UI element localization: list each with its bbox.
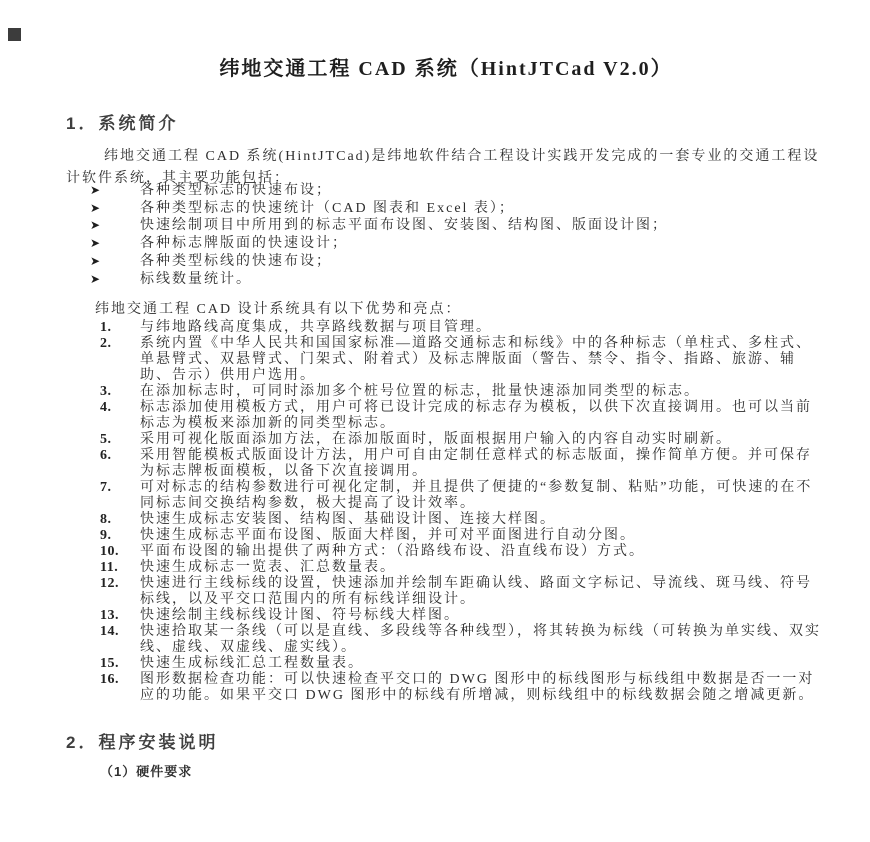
advantage-item-text: 采用可视化版面添加方法，在添加版面时，版面根据用户输入的内容自动实时刷新。 <box>140 432 732 448</box>
advantage-item-text: 快速进行主线标线的设置，快速添加并绘制车距确认线、路面文字标记、导流线、斑马线、符号标线，以及平交口范围内的所有标线详细设计。 <box>140 576 812 608</box>
advantage-item-number: 9. <box>100 528 112 544</box>
advantages-list <box>66 320 826 704</box>
advantage-item <box>66 624 826 656</box>
advantage-item <box>66 656 826 672</box>
advantage-item-number: 12. <box>100 576 119 592</box>
section1-heading: 1．系统简介 <box>66 114 179 133</box>
advantage-item-number: 13. <box>100 608 119 624</box>
advantage-item <box>66 480 826 512</box>
feature-bullet-item <box>90 182 826 200</box>
advantage-item-number: 8. <box>100 512 112 528</box>
feature-bullet-text: 各种类型标线的快速布设； <box>140 253 332 269</box>
advantage-item-text: 快速拾取某一条线（可以是直线、多段线等各种线型），将其转换为标线（可转换为单实线、双实线、虚线、双虚线、虚实线）。 <box>140 624 821 656</box>
arrow-bullet-icon: ➤ <box>90 218 101 233</box>
advantage-item <box>66 576 826 608</box>
advantage-item-text: 快速生成标线汇总工程数量表。 <box>140 656 364 672</box>
advantage-item <box>66 512 826 528</box>
feature-bullet-text: 各种类型标志的快速统计（CAD 图表和 Excel 表）； <box>140 200 515 216</box>
arrow-bullet-icon: ➤ <box>90 183 101 197</box>
advantage-item <box>66 544 826 560</box>
feature-bullet-text: 各种类型标志的快速布设； <box>140 183 332 198</box>
section1-intro-paragraph: 纬地交通工程 CAD 系统(HintJTCad)是纬地软件结合工程设计实践开发完成的一套专业的交通工程设计软件系统，其主要功能包括： <box>66 149 820 186</box>
feature-bullet-text: 快速绘制项目中所用到的标志平面布设图、安装图、结构图、版面设计图； <box>140 218 668 234</box>
advantage-item-text: 快速生成标志一览表、汇总数量表。 <box>140 560 396 576</box>
advantage-item-number: 6. <box>100 448 112 464</box>
advantage-item-text: 标志添加使用模板方式，用户可将已设计完成的标志存为模板，以供下次直接调用。也可以当前标志为模板来添加新的同类型标志。 <box>140 400 812 432</box>
page-corner-mark <box>8 28 21 41</box>
document-title: 纬地交通工程 CAD 系统（HintJTCad V2.0） <box>219 58 673 80</box>
advantage-item <box>66 448 826 480</box>
hardware-requirements-subheading: （1）硬件要求 <box>100 764 193 780</box>
feature-bullet-list <box>90 182 826 288</box>
advantage-item <box>66 400 826 432</box>
advantage-item-text: 系统内置《中华人民共和国国家标准—道路交通标志和标线》中的各种标志（单柱式、多柱式、单悬臂式、双悬臂式、门架式、附着式）及标志牌版面（警告、禁令、指令、指路、旅游、辅助、告示）供用户选用。 <box>140 336 812 384</box>
feature-bullet-item <box>90 271 826 289</box>
advantage-item-number: 14. <box>100 624 119 640</box>
feature-bullet-item <box>90 235 826 253</box>
advantage-item <box>66 336 826 384</box>
advantage-item-number: 15. <box>100 656 119 672</box>
arrow-bullet-icon: ➤ <box>90 236 101 251</box>
advantage-item-number: 11. <box>100 560 119 576</box>
document-page <box>66 0 826 779</box>
feature-bullet-item <box>90 217 826 235</box>
feature-bullet-item <box>90 253 826 271</box>
advantage-item-number: 4. <box>100 400 112 416</box>
advantage-item <box>66 384 826 400</box>
advantages-intro-paragraph: 纬地交通工程 CAD 设计系统具有以下优势和亮点： <box>95 302 462 318</box>
advantage-item-text: 平面布设图的输出提供了两种方式：（沿路线布设、沿直线布设）方式。 <box>140 544 645 560</box>
advantage-item-number: 2. <box>100 336 112 352</box>
advantage-item <box>66 608 826 624</box>
arrow-bullet-icon: ➤ <box>90 200 101 215</box>
feature-bullet-item <box>90 200 826 218</box>
advantage-item-text: 快速生成标志平面布设图、版面大样图，并可对平面图进行自动分图。 <box>140 528 636 544</box>
advantage-item-text: 快速绘制主线标线设计图、符号标线大样图。 <box>140 608 460 624</box>
advantage-item-number: 1. <box>100 320 112 336</box>
feature-bullet-text: 标线数量统计。 <box>140 271 252 287</box>
advantage-item-text: 与纬地路线高度集成，共享路线数据与项目管理。 <box>140 320 492 336</box>
advantage-item-number: 16. <box>100 672 119 688</box>
advantage-item-text: 可对标志的结构参数进行可视化定制，并且提供了便捷的“参数复制、粘贴”功能，可快速的在不同标志间交换结构参数，极大提高了设计效率。 <box>140 480 813 512</box>
advantage-item <box>66 320 826 336</box>
advantage-item <box>66 672 826 704</box>
advantage-item-number: 7. <box>100 480 112 496</box>
advantage-item-text: 快速生成标志安装图、结构图、基础设计图、连接大样图。 <box>140 512 556 528</box>
advantage-item-text: 在添加标志时，可同时添加多个桩号位置的标志，批量快速添加同类型的标志。 <box>140 384 700 400</box>
advantage-item <box>66 432 826 448</box>
advantage-item <box>66 528 826 544</box>
feature-bullet-text: 各种标志牌版面的快速设计； <box>140 236 348 252</box>
arrow-bullet-icon: ➤ <box>90 253 101 268</box>
section2-heading: 2．程序安装说明 <box>66 733 219 753</box>
advantage-item-number: 10. <box>100 544 119 560</box>
advantage-item-text: 图形数据检查功能：可以快速检查平交口的 DWG 图形中的标线图形与标线组中数据是否一一对应的功能。如果平交口 DWG 图形中的标线有所增减，则标线组中的标线数据会随之增减更新。 <box>140 672 815 704</box>
advantage-item-text: 采用智能模板式版面设计方法，用户可自由定制任意样式的标志版面，操作简单方便。并可保存为标志牌板面模板，以备下次直接调用。 <box>140 448 812 480</box>
advantage-item-number: 3. <box>100 384 112 400</box>
advantage-item <box>66 560 826 576</box>
arrow-bullet-icon: ➤ <box>90 271 101 286</box>
advantage-item-number: 5. <box>100 432 112 448</box>
